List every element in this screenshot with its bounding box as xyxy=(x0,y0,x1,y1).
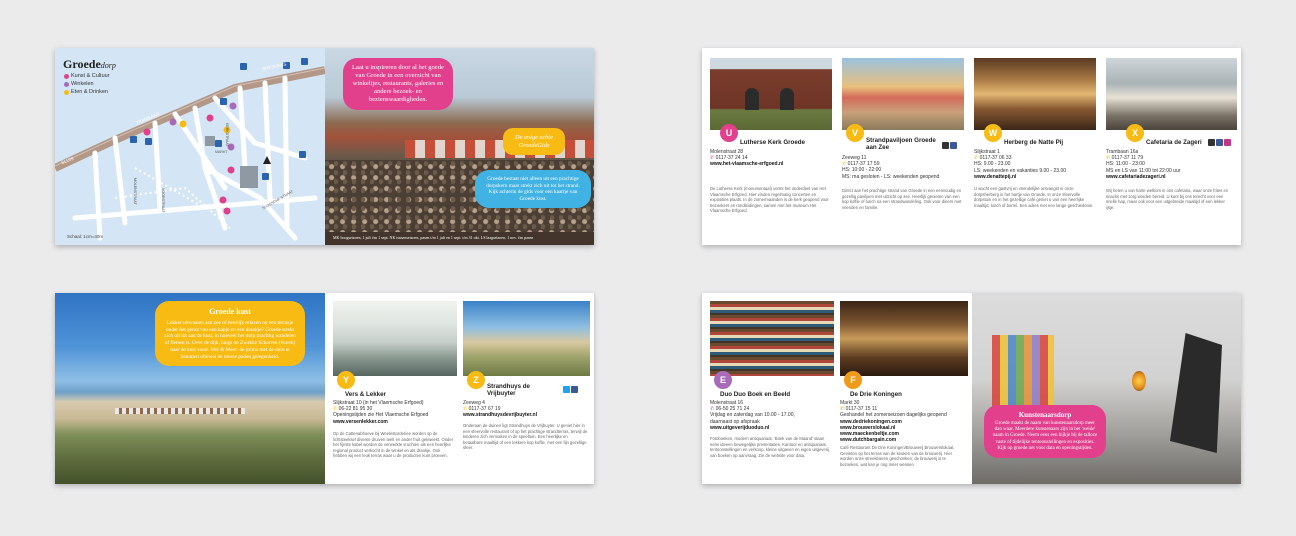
wifi-icon xyxy=(942,142,949,149)
instagram-icon[interactable] xyxy=(1224,139,1231,146)
street-label-sluissche-straat: SLUISSCHE STRAAT xyxy=(261,189,294,211)
card-info: Markt 30 ✆ 0117-37 15 11 Geshandel het zomerseizoen dagelijks geopend www.dedriekoningen.com www.brouwerslokaal.nl www.maeckenbeltje.com www.dutchbargain.com xyxy=(840,400,947,444)
social-icons xyxy=(563,386,578,393)
listing-card-u xyxy=(706,48,834,245)
poi-marker-u: U xyxy=(720,124,738,142)
listing-card-v xyxy=(838,48,966,245)
website-link[interactable]: www.cafetariadezageri.nl xyxy=(1106,173,1166,180)
street-label-breskens: BRESKENS xyxy=(261,61,287,72)
legend-item: Eten & Drinken xyxy=(64,88,110,96)
art-photo-page xyxy=(972,293,1241,484)
wifi-icon xyxy=(1208,139,1215,146)
facebook-icon[interactable] xyxy=(950,142,957,149)
street-label-voorstraat: VOORSTRAAT xyxy=(161,188,165,213)
card-title: Strandpaviljoen Groede aan Zee xyxy=(866,137,936,151)
card-description: U wacht een gastvrij en vriendelijke ontvangst in onze dorpsherberg in het hartje van Groede. In onze sfeervolle dorpstuin en in het gezellige café geniet u van een heerlijke maaltijd, lunch of borrel. Een adres met een lange geschiedenis. xyxy=(974,186,1094,208)
card-description: De Lutherse Kerk (monumentaal) vormt het onderdeel van Het Vlaamsche Erfgoed. Hier vinden regelmatig concerten en exposities plaats. In de zomermaanden is de kerk geopend voor bezoekers en rondleidingen, samen met het museum Het Vlaamsche Erfgoed. xyxy=(710,186,829,214)
spread-coast xyxy=(55,293,594,484)
map-scale: Schaal: 1cm=40m xyxy=(67,234,104,239)
shopping-icon xyxy=(64,82,69,87)
legend-item: Kunst & Cultuur xyxy=(64,72,110,80)
art-lamp xyxy=(1132,371,1146,391)
listing-card-z xyxy=(459,293,592,484)
listing-card-x xyxy=(1102,48,1237,245)
street-label-sluis: SLUIS xyxy=(60,155,75,166)
listing-card-e xyxy=(710,293,836,484)
card-info: Molenstraat 28 ✆ 0117-37 24 14 www.het-vlaamsche-erfgoed.nl xyxy=(710,149,784,168)
street-label-trambaan: TRAMBAAN xyxy=(134,111,161,126)
market-photo-page xyxy=(325,48,594,245)
website-link[interactable]: www.brouwerslokaal.nl xyxy=(840,424,896,431)
cafetaria-photo xyxy=(1106,58,1237,130)
bookshop-photo xyxy=(710,301,834,376)
card-info: Zeeweg 11 ✆ 0117-37 17 59 HS: 10:00 - 22:00 MS: ma gesloten - LS: weekenden geopend xyxy=(842,155,940,180)
card-description: Fotoboeken, modern antiquariaat. 'Boek van de Maand' staan eens ideeen bewegelijke presentaties. Kantoor en antiquariaat, tentoonstellingen en verkoop, kleine uitgaven en eigen uitgeverij van boeken op aanvraag. Zie de website voor data. xyxy=(710,436,829,458)
kust-bubble xyxy=(155,301,305,366)
poi-marker-w: W xyxy=(984,124,1002,142)
website-link[interactable]: www.maeckenbeltje.com xyxy=(840,431,900,438)
strandhuys-photo xyxy=(463,301,590,376)
card-title: Vers & Lekker xyxy=(345,391,386,398)
drie-koningen-photo xyxy=(840,301,968,376)
kust-bubble-title: Groede kust xyxy=(209,307,251,316)
phone-icon: ✆ xyxy=(710,155,716,162)
listing-card-y xyxy=(329,293,459,484)
street-label-markt: MARKT xyxy=(215,150,228,154)
coast-photo-page xyxy=(55,293,325,484)
card-title: Herberg de Natte Pij xyxy=(1004,139,1064,146)
phone-icon: ✆ xyxy=(840,406,846,413)
listing-card-f xyxy=(840,293,970,484)
kust-bubble-text: Lekker uitwaaien aan zee of heerlijk relaxen op een terrasje onder het genot van een hapje en een drankje? Groede strekt zich uit tot aan de kust, in hoeveel het dorp prachtig wandelen of fietsen is. Over de dijk, langs de Zwakke Schorren (Kreek) naar de kust vaart. Wel & Meer: de prima met de duin te benutten oftewel de mooie paden gelegenheid. xyxy=(164,320,296,360)
card-description: Direct aan het prachtige strand van Groede in een eenvoudig en gezellig paviljoen met uitzicht op zee. Heerlijk genieten van een kop koffie of lunch na een strandwandeling. Ook voor diners met vrienden en familie. xyxy=(842,188,962,210)
card-info: Slijkstraat 1 ✆ 0117-37 06 33 HS: 9.00 - 23.00 LS: weekenden en vakanties 9.00 - 23.00 www.denattepij.nl xyxy=(974,149,1067,180)
food-icon xyxy=(64,90,69,95)
card-title: Duo Duo Boek en Beeld xyxy=(720,391,791,398)
card-description: Op de Cattenabhoeve bij Weelestorderiee worden op de lichtsteeksel diverse druiven teelt en ander fruit gekweekt. Onder het fijnste kabel worden de verwerkte vruchten als een heerlijke regional product verkocht in de winkel en als drankje. Ook hebben wij een leuk terras waar u de producten kunt proeven. xyxy=(333,431,454,459)
map-logo: Groededorp xyxy=(63,57,116,71)
phone-icon: ✆ xyxy=(463,406,469,413)
phone-icon: ✆ xyxy=(333,406,339,413)
kunstenaarsdorp-title: Kunstenaarsdorp xyxy=(1018,411,1072,419)
website-link[interactable]: www.dedriekoningen.com xyxy=(840,418,902,425)
spread-map xyxy=(55,48,594,245)
map-page xyxy=(55,48,325,245)
card-info: Molenstraat 16 ✆ 06-50 25 71 24 Vrijdag en zaterdag van 10.00 - 17.00, daarnaast op afspraak www.uitgeverijduoduo.nl xyxy=(710,400,795,431)
facebook-icon[interactable] xyxy=(571,386,578,393)
intro-bubble: Laat u inspireren door al het goede van Groede in een overzicht van winkeltjes, restaurants, galeries en andere bezoek- en bezienswaardigheden. xyxy=(343,58,453,110)
poi-marker-f: F xyxy=(844,371,862,389)
facebook-icon[interactable] xyxy=(1216,139,1223,146)
card-title: Lutherse Kerk Groede xyxy=(740,139,805,146)
street-label-kerkstraat: KERKSTRAAT xyxy=(225,123,229,147)
church-photo xyxy=(710,58,832,130)
market-stalls xyxy=(405,140,594,158)
social-icons xyxy=(1208,139,1231,146)
card-title: Cafetaria de Zageri xyxy=(1146,139,1202,146)
beach-cabins xyxy=(115,408,245,414)
phone-icon: ✆ xyxy=(1106,155,1112,162)
website-link[interactable]: www.dutchbargain.com xyxy=(840,437,897,444)
poi-marker-v: V xyxy=(846,124,864,142)
phone-icon: ✆ xyxy=(842,161,848,168)
website-link[interactable]: www.versenlekker.com xyxy=(333,418,388,425)
poi-marker-z: Z xyxy=(467,371,485,389)
twitter-icon[interactable] xyxy=(563,386,570,393)
card-title: De Drie Koningen xyxy=(850,391,902,398)
herberg-photo xyxy=(974,58,1096,130)
phone-icon: ✆ xyxy=(974,155,980,162)
poi-marker-e: E xyxy=(714,371,732,389)
vers-en-lekker-photo xyxy=(333,301,457,376)
card-info: Zeeweg 4 ✆ 0117-37 67 19 www.strandhuysdevrijbuyter.nl xyxy=(463,400,537,419)
listing-card-w xyxy=(970,48,1098,245)
street-label-molenstraat: MOLENSTRAAT xyxy=(133,178,137,205)
poi-marker-x: X xyxy=(1126,124,1144,142)
card-description: Onderaan de duinen ligt Strandhuys de Vrijbuyter. U geniet hier in een sfeervolle restaurant of op het prachtige strandterras, terwijl de kinderen zich vermaken in de speeltuin. Een heerlijke en betaalbare maaltijd of een lekkere kop koffie, met een fijn gezellige sfeer. xyxy=(463,423,588,451)
phone-icon: ✆ xyxy=(710,406,716,413)
map-legend xyxy=(64,72,110,96)
card-info: Trambaan 16a ✆ 0117-37 11 79 HS: 11:00 - 23:00 MS en LS van 11:00 tot 22:00 uur www.cafetariadezageri.nl xyxy=(1106,149,1181,180)
website-link[interactable]: www.het-vlaamsche-erfgoed.nl xyxy=(710,161,784,168)
gids-bubble: De enige echte GroedeGids xyxy=(503,128,565,155)
social-icons xyxy=(942,142,957,149)
beach-pavilion-photo xyxy=(842,58,964,130)
legend-item: Winkelen xyxy=(64,80,110,88)
website-link[interactable]: www.uitgeverijduoduo.nl xyxy=(710,424,770,431)
season-legend: MK hoogseizoen, 1 juli t/m 1 sept. NK tussenseizoen, pasen t/m 1 juli en 1 sept. t/m 31 okt. LS laagseizoen, 1 nov. t/m pasen xyxy=(325,232,594,245)
card-description: Wij heten u van harte welkom in ons cafetaria, waar onze frites en snacks met zorg worden bereid. U kunt bij ons terecht voor een snelle hap, maar ook voor een uitgebreide maaltijd of een lekker ijsje. xyxy=(1106,188,1229,210)
card-description: Café Restaurant De Drie Koningen/Brouwerij Brouwerslokaal. Genieten op het terras van de keuken van de brouwerij. Hier worden onze streekbieren geschonken; de brouwerij is te bezoeken, wat kan je nog meer wensen. xyxy=(840,445,955,467)
spread-listings-1 xyxy=(702,48,1241,245)
website-link[interactable]: www.strandhuysdevrijbuyter.nl xyxy=(463,412,537,419)
culture-icon xyxy=(64,74,69,79)
kunstenaarsdorp-bubble xyxy=(984,405,1106,458)
card-title: Strandhuys de Vrijbuyter xyxy=(487,383,530,397)
poi-marker-y: Y xyxy=(337,371,355,389)
website-link[interactable]: www.denattepij.nl xyxy=(974,173,1017,180)
card-info: Slijkstraat 10 (in het Vlaemsche Erfgoed) ✆ 06-22 81 95 30 Openingstijden zie Het Vlaemsche Erfgoed www.versenlekker.com xyxy=(333,400,429,425)
kunstenaarsdorp-text: Groede maakt de naam van kunstenaarsdorp meer dan waar. Meerdere kunstenaars zijn in het 'weide' naam in Groede. Neem eens een kijkje bij de talloze vaste of tijdelijke tentoonstellingen en exposities. Kijk op groede.net voor data en openingstijden. xyxy=(992,421,1098,451)
kust-bubble: Groede bestaat niet alleen uit een prachtige dorpskern maar strekt zich uit tot het strand. Kijk achterin de gids voor een kaartje van Groede kust. xyxy=(475,170,591,208)
spread-listings-2 xyxy=(702,293,1241,484)
